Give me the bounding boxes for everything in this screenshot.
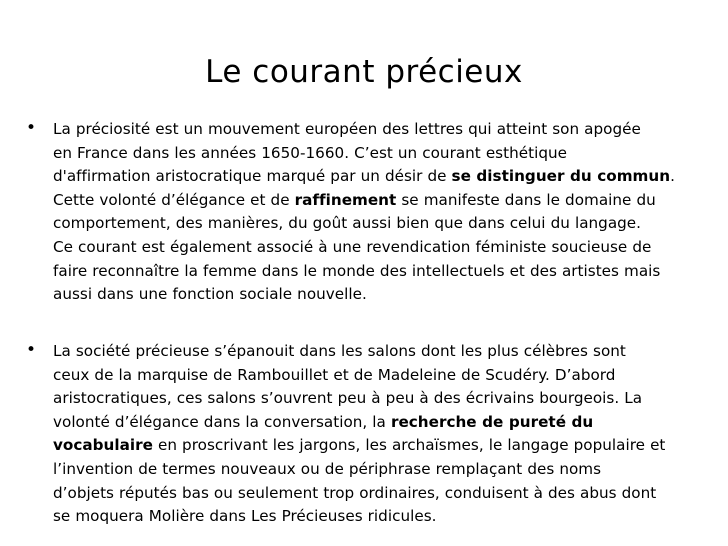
paragraph-line xyxy=(53,260,708,284)
text-run: ceux de la marquise de Rambouillet et de Madeleine de Scudéry. D’abord xyxy=(53,365,616,384)
text-run: d'affirmation aristocratique marqué par un désir de xyxy=(53,167,452,186)
paragraph-line xyxy=(53,340,708,364)
text-run: en France dans les années 1650-1660. C’est un courant esthétique xyxy=(53,143,567,162)
slide-title: Le courant précieux xyxy=(205,54,523,90)
text-run: se moquera Molière dans Les Précieuses ridicules. xyxy=(53,507,437,526)
bullet-marker: • xyxy=(26,340,37,360)
paragraph-line xyxy=(53,482,708,506)
paragraph-line xyxy=(53,283,708,307)
paragraph-line xyxy=(53,434,708,458)
text-run: volonté d’élégance dans la conversation, la xyxy=(53,412,391,431)
emphasis-text: se distinguer du commun xyxy=(451,167,671,186)
text-run: l’invention de termes nouveaux ou de périphrase remplaçant des noms xyxy=(53,459,602,478)
paragraph-line xyxy=(53,118,708,142)
paragraph-line xyxy=(53,505,708,529)
text-run: d’objets réputés bas ou seulement trop ordinaires, conduisent à des abus dont xyxy=(53,483,657,502)
text-run: comportement, des manières, du goût aussi bien que dans celui du langage. xyxy=(53,214,642,233)
emphasis-text: recherche de pureté du xyxy=(390,412,594,431)
text-run: Cette volonté d’élégance et de xyxy=(53,190,295,209)
text-run: aussi dans une fonction sociale nouvelle. xyxy=(53,285,367,304)
paragraph-line xyxy=(53,387,708,411)
paragraph-line xyxy=(53,165,708,189)
paragraph-line xyxy=(53,212,708,236)
bullet-paragraph xyxy=(53,118,708,307)
bullet-paragraph xyxy=(53,340,708,529)
text-run: . xyxy=(670,167,675,186)
paragraph-line xyxy=(53,458,708,482)
paragraph-line xyxy=(53,411,708,435)
text-run: se manifeste dans le domaine du xyxy=(396,190,656,209)
paragraph-line xyxy=(53,142,708,166)
emphasis-text: raffinement xyxy=(294,190,397,209)
text-run: La préciosité est un mouvement européen des lettres qui atteint son apogée xyxy=(53,120,641,138)
paragraph-line xyxy=(53,236,708,260)
bullet-marker: • xyxy=(26,118,37,138)
text-run: en proscrivant les jargons, les archaïsmes, le langage populaire et xyxy=(152,436,666,455)
emphasis-text: vocabulaire xyxy=(53,436,153,455)
text-run: La société précieuse s’épanouit dans les salons dont les plus célèbres sont xyxy=(53,342,626,360)
text-run: faire reconnaître la femme dans le monde des intellectuels et des artistes mais xyxy=(53,261,661,280)
paragraph-line xyxy=(53,189,708,213)
text-run: Ce courant est également associé à une revendication féministe soucieuse de xyxy=(53,237,652,256)
paragraph-line xyxy=(53,364,708,388)
text-run: aristocratiques, ces salons s’ouvrent peu à peu à des écrivains bourgeois. La xyxy=(53,389,643,408)
